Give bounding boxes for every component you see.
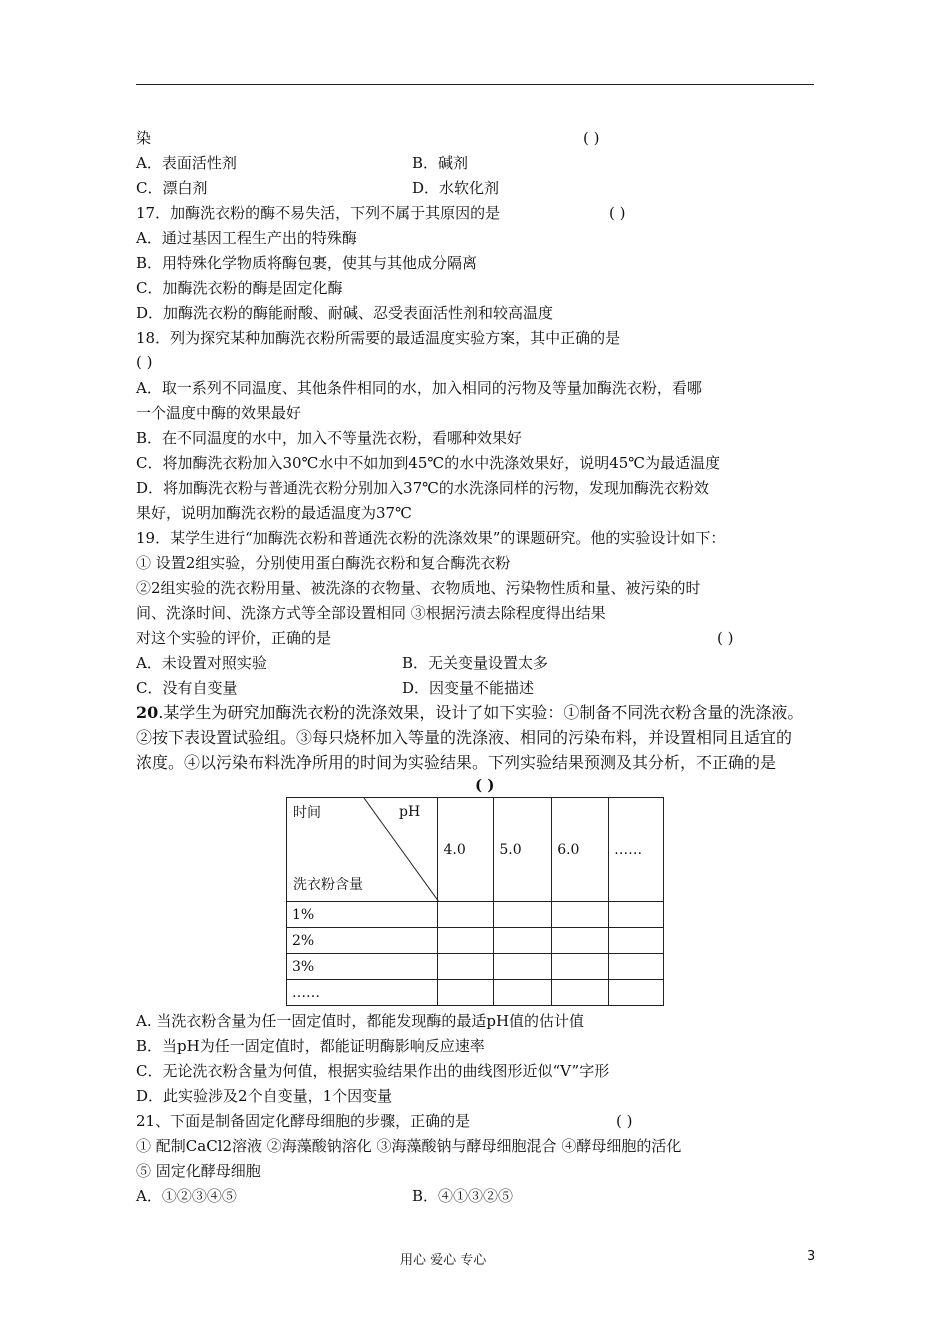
q20-stem-text: .某学生为研究加酶洗衣粉的洗涤效果，设计了如下实验：①制备不同洗衣粉含量的洗涤液。 (158, 703, 804, 722)
q20-option-d: D．此实验涉及2个自变量，1个因变量 (136, 1087, 393, 1105)
q20-answer-blank: ( ) (475, 776, 495, 794)
q18-option-b: B．在不同温度的水中，加入不等量洗衣粉，看哪种效果好 (136, 429, 523, 447)
table-cell (552, 954, 609, 980)
ph-header-cell: 4.0 (438, 798, 494, 902)
q20-stem-line2: ②按下表设置试验组。③每只烧杯加入等量的洗涤液、相同的污染布料，并设置相同且适宜的 (136, 728, 793, 747)
q18-option-a-line1: A．取一系列不同温度、其他条件相同的水，加入相同的污物及等量加酶洗衣粉，看哪 (136, 379, 702, 397)
q16-option-c: C．漂白剂 (136, 179, 208, 197)
ph-header-cell: …… (609, 798, 664, 902)
q19-answer-blank: ( ) (717, 629, 734, 647)
table-cell (609, 902, 664, 928)
row-label: 2% (287, 928, 438, 954)
table-row (287, 928, 664, 954)
q19-option-d: D．因变量不能描述 (402, 679, 535, 697)
q21-answer-blank: ( ) (616, 1112, 633, 1130)
q18-option-d-line2: 果好，说明加酶洗衣粉的最适温度为37℃ (136, 504, 412, 522)
table-cell (552, 902, 609, 928)
corner-label-time: 时间 (293, 805, 321, 821)
q21-steps-line2: ⑤ 固定化酵母细胞 (136, 1162, 261, 1180)
q17-option-b: B．用特殊化学物质将酶包裹，使其与其他成分隔离 (136, 254, 478, 272)
q19-step-2-cont: 间、洗涤时间、洗涤方式等全部设置相同 ③根据污渍去除程度得出结果 (136, 604, 606, 622)
q16-option-d: D．水软化剂 (412, 179, 500, 197)
table-cell (552, 928, 609, 954)
table-cell (438, 954, 494, 980)
table-cell (494, 980, 552, 1006)
row-label: 1% (287, 902, 438, 928)
q17-stem: 17．加酶洗衣粉的酶不易失活，下列不属于其原因的是 (136, 204, 501, 222)
table-corner-cell (287, 798, 438, 902)
table-cell (609, 954, 664, 980)
q19-question: 对这个实验的评价，正确的是 (136, 629, 332, 647)
q20-number: 20 (136, 703, 159, 722)
q21-stem: 21、下面是制备固定化酵母细胞的步骤，正确的是 (136, 1112, 471, 1130)
table-cell (552, 980, 609, 1006)
table-cell (438, 902, 494, 928)
q19-option-b: B．无关变量设置太多 (402, 654, 549, 672)
q19-option-a: A．未设置对照实验 (136, 654, 267, 672)
q20-option-c: C．无论洗衣粉含量为何值，根据实验结果作出的曲线图形近似“V”字形 (136, 1062, 610, 1080)
ph-header-cell: 6.0 (552, 798, 609, 902)
q18-answer-blank: ( ) (136, 353, 153, 371)
table-cell (609, 980, 664, 1006)
q21-option-b: B．④①③②⑤ (412, 1187, 514, 1205)
q19-stem: 19．某学生进行“加酶洗衣粉和普通洗衣粉的洗涤效果”的课题研究。他的实验设计如下： (136, 529, 726, 547)
q20-stem-line3: 浓度。④以污染布料洗净所用的时间为实验结果。下列实验结果预测及其分析，不正确的是 (136, 753, 777, 772)
q21-option-a: A．①②③④⑤ (136, 1187, 237, 1205)
table-row (287, 902, 664, 928)
q18-stem: 18．列为探究某种加酶洗衣粉所需要的最适温度实验方案，其中正确的是 (136, 329, 621, 347)
corner-label-content: 洗衣粉含量 (293, 877, 363, 893)
q20-option-b: B．当pH为任一固定值时，都能证明酶影响反应速率 (136, 1037, 485, 1055)
table-cell (609, 928, 664, 954)
q20-option-a: A. 当洗衣粉含量为任一固定值时，都能发现酶的最适pH值的估计值 (136, 1012, 585, 1030)
table-row (287, 954, 664, 980)
q18-option-c: C．将加酶洗衣粉加入30℃水中不如加到45℃的水中洗涤效果好，说明45℃为最适温度 (136, 454, 721, 472)
row-label: 3% (287, 954, 438, 980)
row-label: …… (287, 980, 438, 1006)
q19-step-2: ②2组实验的洗衣粉用量、被洗涤的衣物量、衣物质地、污染物性质和量、被污染的时 (136, 579, 701, 597)
page-number: 3 (807, 1249, 816, 1264)
table-cell (438, 980, 494, 1006)
q19-option-c: C．没有自变量 (136, 679, 238, 697)
q20-stem-line1 (136, 703, 803, 723)
table-cell (494, 954, 552, 980)
q17-option-c: C．加酶洗衣粉的酶是固定化酶 (136, 279, 343, 297)
q17-option-d: D．加酶洗衣粉的酶能耐酸、耐碱、忍受表面活性剂和较高温度 (136, 304, 554, 322)
header-rule (136, 84, 814, 85)
q21-steps-line1: ① 配制CaCl2溶液 ②海藻酸钠溶化 ③海藻酸钠与酵母细胞混合 ④酵母细胞的活化 (136, 1137, 682, 1155)
q18-option-d-line1: D．将加酶洗衣粉与普通洗衣粉分别加入37℃的水洗涤同样的污物，发现加酶洗衣粉效 (136, 479, 709, 497)
experiment-table (286, 797, 664, 1006)
q16-option-b: B．碱剂 (412, 154, 469, 172)
q18-option-a-line2: 一个温度中酶的效果最好 (136, 404, 302, 422)
q16-answer-blank: ( ) (583, 129, 600, 147)
footer-motto: 用心 爱心 专心 (400, 1253, 487, 1268)
table-row (287, 980, 664, 1006)
q17-option-a: A．通过基因工程生产出的特殊酶 (136, 229, 357, 247)
table-cell (438, 928, 494, 954)
q19-step-1: ① 设置2组实验，分别使用蛋白酶洗衣粉和复合酶洗衣粉 (136, 554, 511, 572)
q16-option-a: A．表面活性剂 (136, 154, 237, 172)
table-cell (494, 902, 552, 928)
table-cell (494, 928, 552, 954)
q16-stem-tail: 染 (136, 129, 152, 147)
corner-label-ph: pH (399, 804, 421, 820)
ph-header-cell: 5.0 (494, 798, 552, 902)
q17-answer-blank: ( ) (609, 204, 626, 222)
